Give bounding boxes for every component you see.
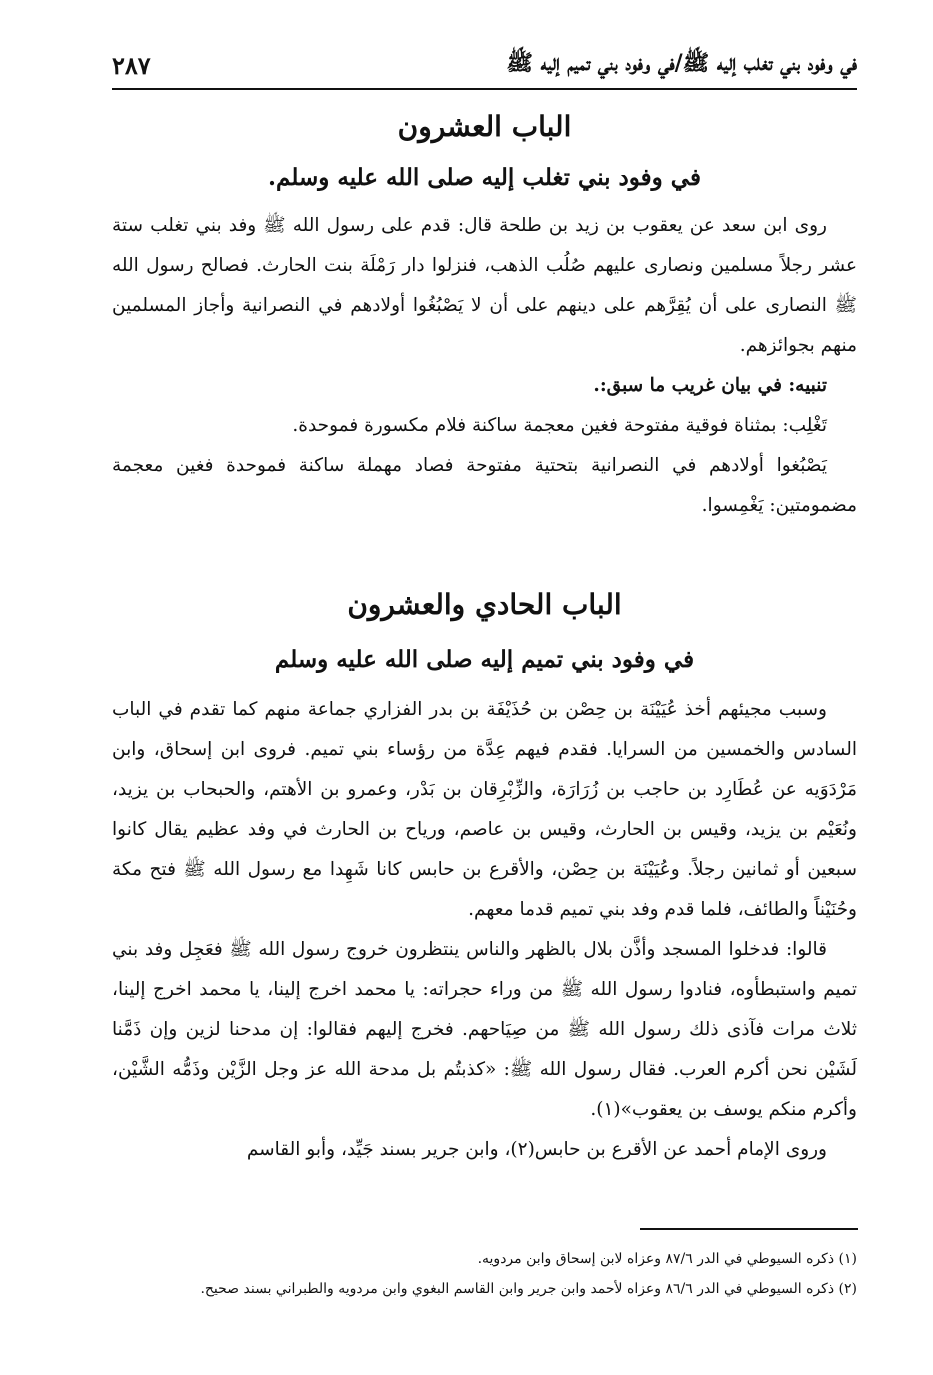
chapter-21-subtitle: في وفود بني تميم إليه صلى الله عليه وسلم — [274, 646, 695, 673]
glossary-entry: يَصْبُغوا أولادهم في النصرانية بتحتية مفتوحة فصاد مهملة ساكنة فموحدة فغين معجمة مضمومتين: يَغْمِسوا. — [112, 455, 857, 516]
chapter-21-paragraph: قالوا: فدخلوا المسجد وأذَّن بلال بالظهر والناس ينتظرون خروج رسول الله ﷺ فعَجِل وفد بني تميم واستبطأوه، فنادوا رسول الله ﷺ من وراء حجراته: يا محمد اخرج إلينا، يا محمد اخرج إلينا، ثلاث مرات فآذى ذلك رسول الله ﷺ من صِيَاحهم. فخرج إليهم فقالوا: إن مدحنا لزين وإن ذَمَّنا لَشَيْن نحن أكرم العرب. فقال رسول الله ﷺ: «كذبتُم بل مدحة الله عز وجل الزَّيْن وذَمُّه الشَّيْن، وأكرم منكم يوسف بن يعقوب»(١). — [112, 939, 857, 1120]
page-header — [112, 40, 857, 90]
glossary-entry: تَغْلِب: بمثناة فوقية مفتوحة فغين معجمة ساكنة فلام مكسورة فموحدة. — [292, 415, 827, 436]
chapter-20-title: الباب العشرون — [397, 110, 572, 143]
chapter-21-paragraph: وسبب مجيئهم أخذ عُيَيْنَة بن حِصْن بن حُذَيْفَة بن بدر الفزاري جماعة منهم كما تقدم في الباب السادس والخمسين من السرايا. فقدم فيهم عِدَّة من رؤساء بني تميم. فروى ابن إسحاق، وابن مَرْدَوَيه عن عُطَارِد بن حاجب بن زُرَارَة، والزِّبْرِقان بن بَدْر، وعمرو بن الأهتم، والحبحاب بن يزيد، ونُعَيْم بن يزيد، وقيس بن الحارث، وقيس بن عاصم، ورياح بن الحارث في وفد عظيم يقال كانوا سبعين أو ثمانين رجلاً. وعُيَيْنَة بن حِصْن، والأقرع بن حابس كانا شَهِدا مع رسول الله ﷺ فتح مكة وحُنَيْناً والطائف، فلما قدم وفد بني تميم قدما معهم. — [112, 699, 857, 920]
running-title: في وفود بني تغلب إليه ﷺ/في وفود بني تميم إليه ﷺ — [506, 50, 857, 76]
footnote: (١) ذكره السيوطي في الدر ٨٧/٦ وعزاه لابن إسحاق وابن مردويه. — [477, 1251, 857, 1267]
footnote: (٢) ذكره السيوطي في الدر ٨٦/٦ وعزاه لأحمد وابن جرير وابن القاسم البغوي وابن مردويه والطبراني بسند صحيح. — [200, 1281, 857, 1297]
footnote-divider — [640, 1228, 858, 1230]
chapter-20-subtitle: في وفود بني تغلب إليه صلى الله عليه وسلم. — [268, 164, 701, 191]
footnotes — [112, 1244, 857, 1304]
chapter-20-paragraph: روى ابن سعد عن يعقوب بن زيد بن طلحة قال: قدم على رسول الله ﷺ وفد بني تغلب ستة عشر رجلاً مسلمين ونصارى عليهم صُلُب الذهب، فنزلوا دار رَمْلَة بنت الحارث. فصالح رسول الله ﷺ النصارى على أن يُقِرَّهم على دينهم على أن لا يَصْبُغُوا أولادهم في النصرانية وأجاز المسلمين منهم بجوائزهم. — [112, 215, 857, 356]
header-divider — [112, 88, 857, 90]
chapter-20-body — [112, 206, 857, 526]
chapter-21-title: الباب الحادي والعشرون — [347, 588, 622, 621]
chapter-21-paragraph: وروى الإمام أحمد عن الأقرع بن حابس(٢)، وابن جرير بسند جَيِّد، وأبو القاسم — [246, 1139, 827, 1160]
note-heading: تنبيه: في بيان غريب ما سبق:. — [593, 375, 827, 396]
chapter-21-body — [112, 690, 857, 1170]
page-number: ٢٨٧ — [112, 50, 151, 80]
